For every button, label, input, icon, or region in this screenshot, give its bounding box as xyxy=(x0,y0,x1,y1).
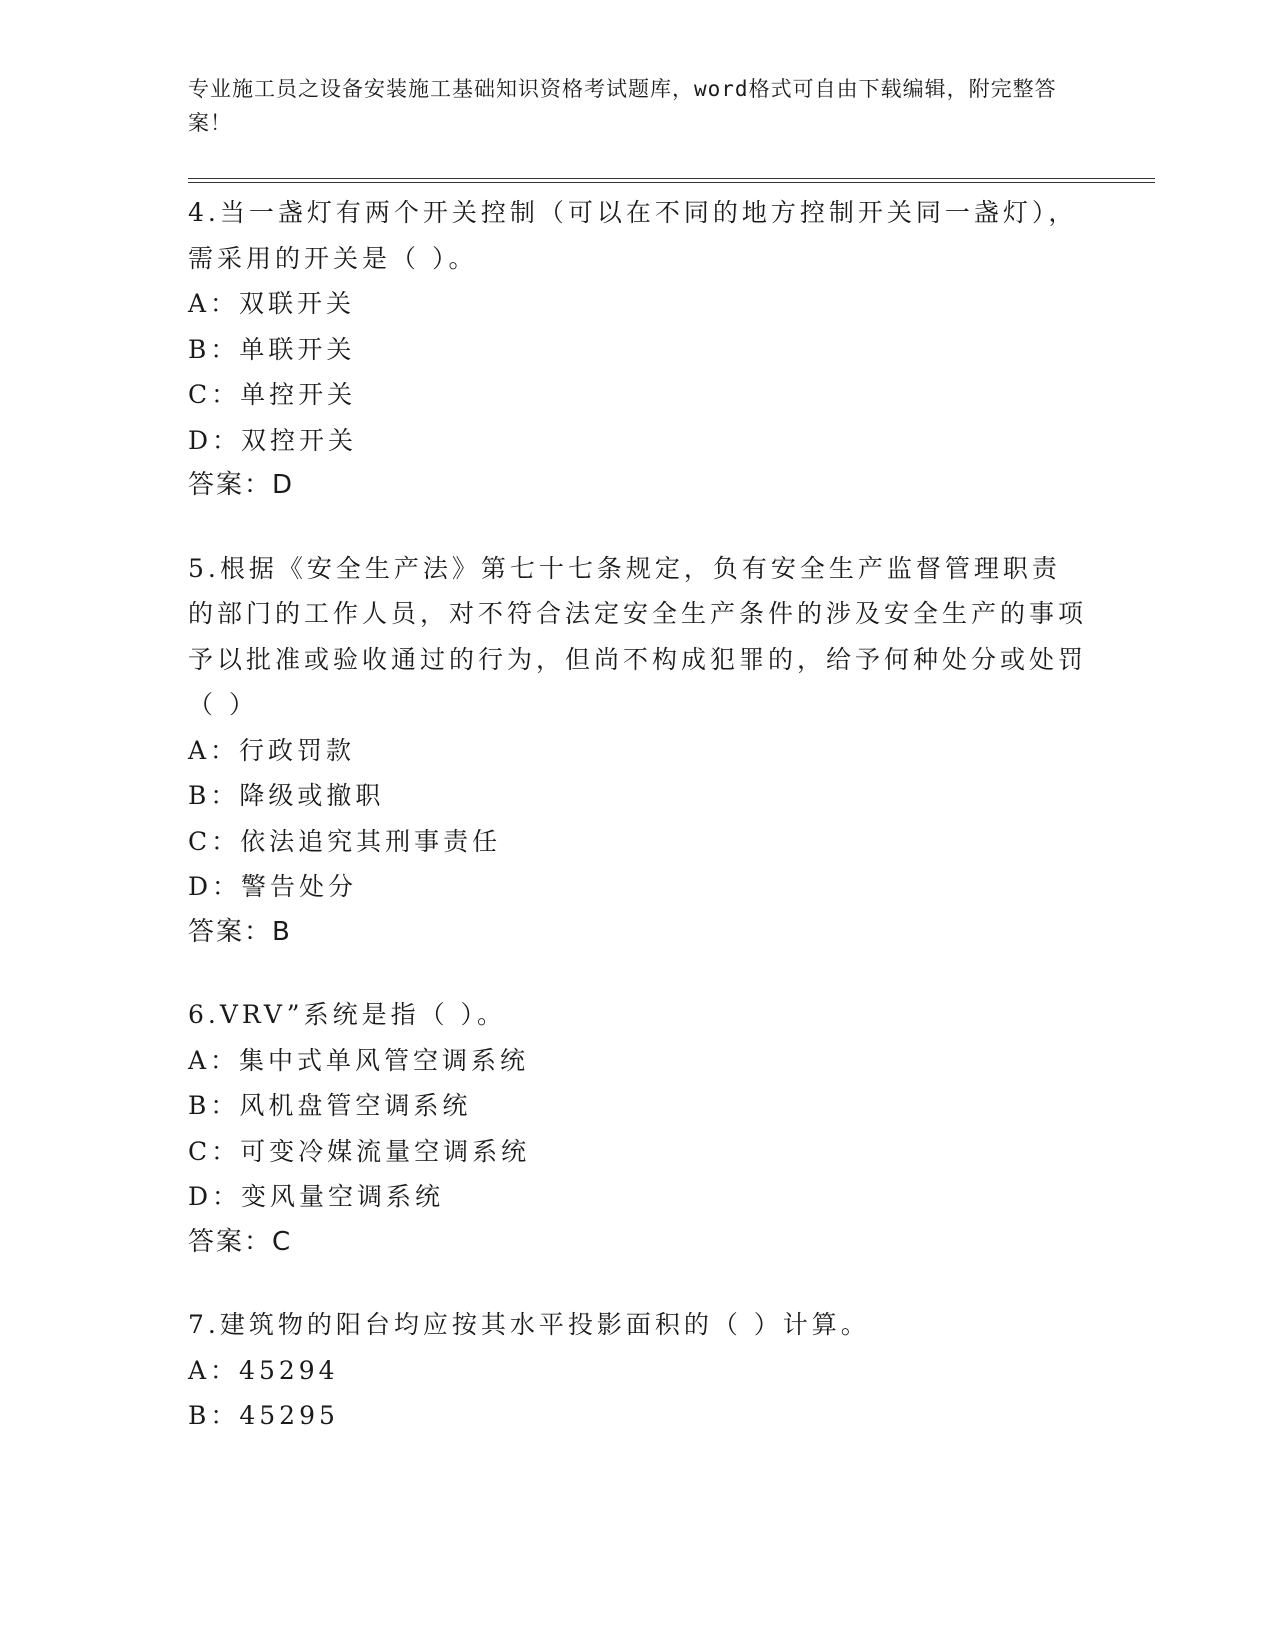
answer: 答案：D xyxy=(188,470,295,500)
option-a: A：45294 xyxy=(188,1355,339,1385)
option-c: C：依法追究其刑事责任 xyxy=(188,826,502,856)
question-5 xyxy=(188,546,1088,956)
question-text: 7.建筑物的阳台均应按其水平投影面积的（ ）计算。 xyxy=(188,1310,870,1339)
question-6 xyxy=(188,992,1088,1265)
option-d: D：双控开关 xyxy=(188,425,358,455)
document-header: 专业施工员之设备安装施工基础知识资格考试题库，word格式可自由下载编辑，附完整答案！ xyxy=(188,77,1057,135)
question-4 xyxy=(188,190,1088,509)
option-b: B：风机盘管空调系统 xyxy=(188,1091,472,1120)
option-d: D：变风量空调系统 xyxy=(188,1182,445,1211)
question-text: 6.VRV”系统是指（ ）。 xyxy=(188,1000,507,1029)
question-text: 4.当一盏灯有两个开关控制（可以在不同的地方控制开关同一盏灯），需采用的开关是（ ）。 xyxy=(188,198,1078,273)
option-c: C：可变冷媒流量空调系统 xyxy=(188,1136,531,1166)
option-c: C：单控开关 xyxy=(188,380,357,409)
answer: 答案：C xyxy=(188,1226,293,1257)
header-divider-top xyxy=(188,178,1155,179)
option-a: A：双联开关 xyxy=(188,289,356,318)
option-a: A：集中式单风管空调系统 xyxy=(188,1045,530,1075)
question-7 xyxy=(188,1302,1088,1439)
option-a: A：行政罚款 xyxy=(188,735,356,765)
header-divider-bottom xyxy=(188,182,1155,183)
option-b: B：45295 xyxy=(188,1401,339,1430)
option-b: B：单联开关 xyxy=(188,334,356,364)
question-list xyxy=(188,190,1088,1476)
answer: 答案：B xyxy=(188,916,292,947)
option-d: D：警告处分 xyxy=(188,872,358,901)
option-b: B：降级或撤职 xyxy=(188,781,385,810)
question-text: 5.根据《安全生产法》第七十七条规定，负有安全生产监督管理职责的部门的工作人员，对不符合法定安全生产条件的涉及安全生产的事项予以批准或验收通过的行为，但尚不构成犯罪的，给予何种处分或处罚（ ） xyxy=(188,553,1088,719)
